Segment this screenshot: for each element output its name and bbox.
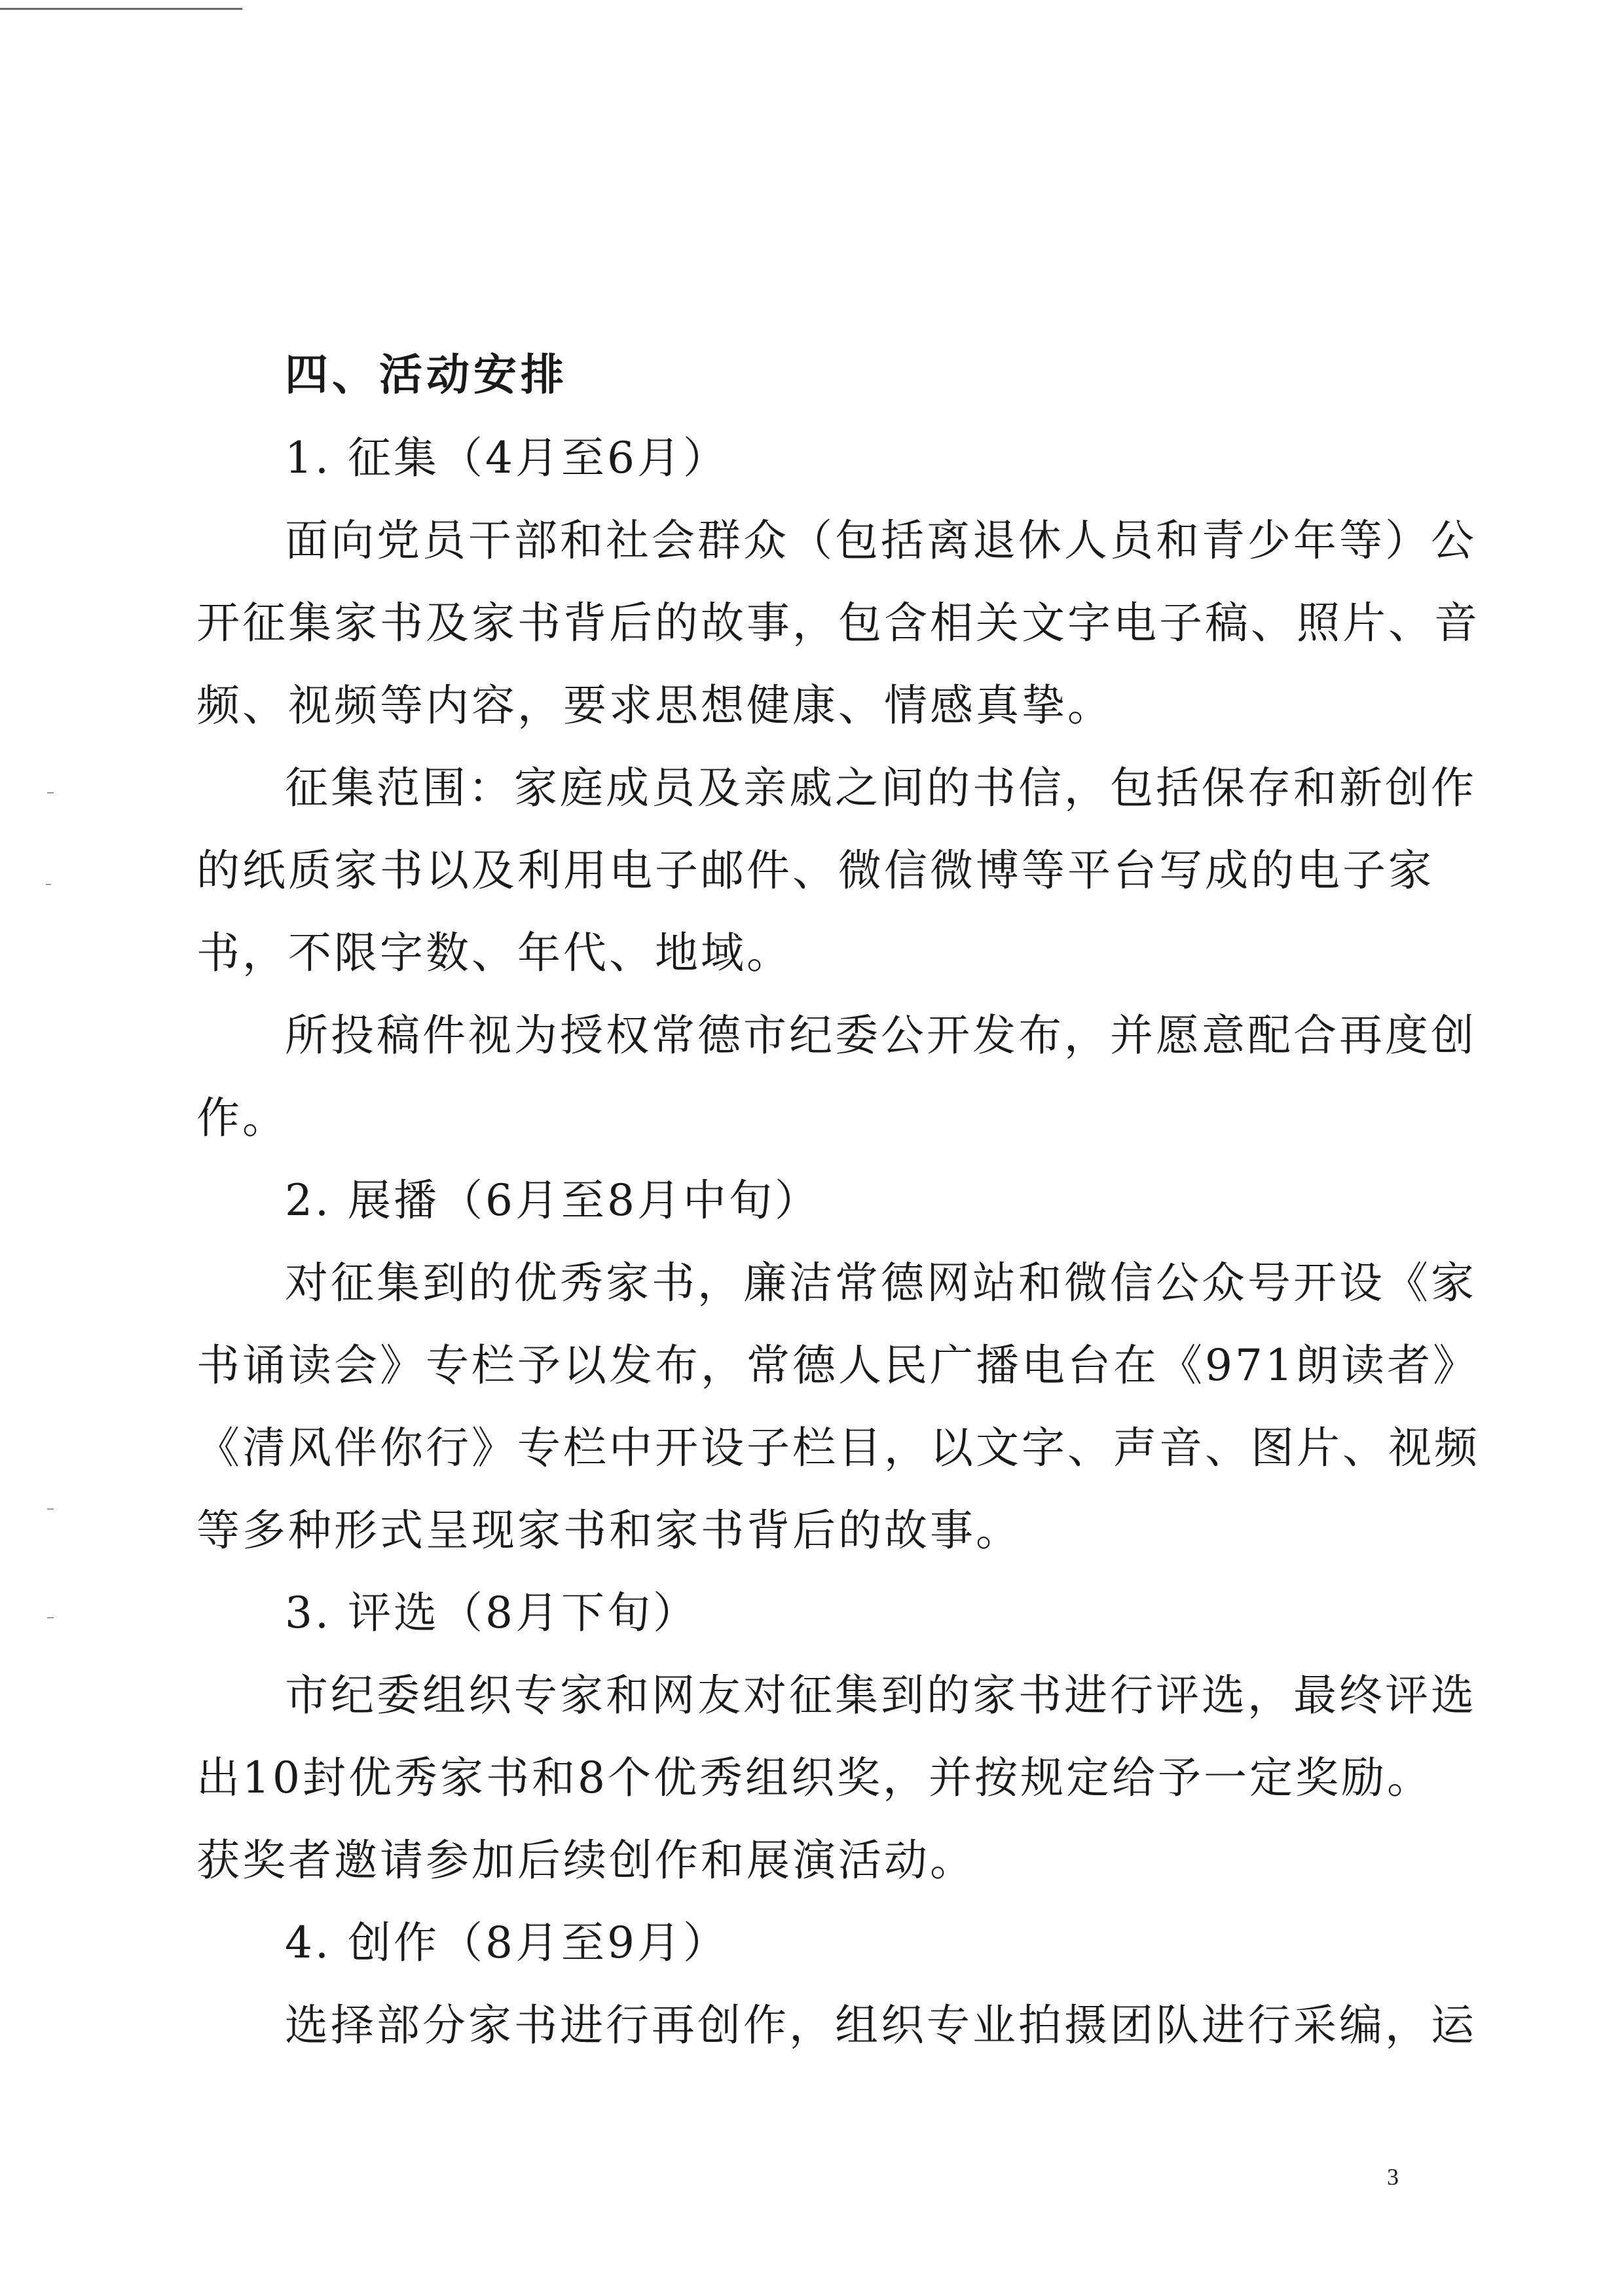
paragraph-line: 等多种形式呈现家书和家书背后的故事。 <box>196 1505 1022 1556</box>
paragraph-line: 书，不限字数、年代、地域。 <box>196 928 792 978</box>
scan-speck <box>47 1508 54 1510</box>
paragraph-line: 征集范围：家庭成员及亲戚之间的书信，包括保存和新创作 <box>285 763 1477 813</box>
paragraph-line: 所投稿件视为授权常德市纪委公开发布，并愿意配合再度创 <box>285 1010 1477 1061</box>
item-heading-selection: 3. 评选（8月下旬） <box>285 1588 699 1638</box>
section-title: 四、活动安排 <box>285 350 568 400</box>
scan-edge-line <box>0 8 242 10</box>
paragraph-line: 获奖者邀请参加后续创作和展演活动。 <box>196 1835 976 1886</box>
item-heading-creation: 4. 创作（8月至9月） <box>285 1918 729 1968</box>
paragraph-line: 书诵读会》专栏予以发布，常德人民广播电台在《971朗读者》 <box>196 1340 1479 1391</box>
item-heading-broadcast: 2. 展播（6月至8月中旬） <box>285 1175 821 1226</box>
paragraph-line: 出10封优秀家书和8个优秀组织奖，并按规定给予一定奖励。 <box>196 1753 1433 1803</box>
paragraph-line: 《清风伴你行》专栏中开设子栏目，以文字、声音、图片、视频 <box>196 1423 1480 1473</box>
scan-speck <box>47 1617 54 1618</box>
paragraph-line: 开征集家书及家书背后的故事，包含相关文字电子稿、照片、音 <box>196 598 1480 648</box>
paragraph-line: 的纸质家书以及利用电子邮件、微信微博等平台写成的电子家 <box>196 845 1434 896</box>
paragraph-line: 面向党员干部和社会群众（包括离退休人员和青少年等）公 <box>285 515 1477 566</box>
paragraph-line: 选择部分家书进行再创作，组织专业拍摄团队进行采编，运 <box>285 2000 1477 2050</box>
scan-speck <box>46 884 51 885</box>
scan-speck <box>47 792 54 793</box>
paragraph-line: 频、视频等内容，要求思想健康、情感真挚。 <box>196 680 1113 731</box>
paragraph-line: 市纪委组织专家和网友对征集到的家书进行评选，最终评选 <box>285 1670 1477 1721</box>
paragraph-line: 对征集到的优秀家书，廉洁常德网站和微信公众号开设《家 <box>285 1258 1477 1308</box>
item-heading-collection: 1. 征集（4月至6月） <box>285 433 729 483</box>
page-number: 3 <box>1387 2164 1399 2190</box>
paragraph-line: 作。 <box>196 1093 288 1143</box>
